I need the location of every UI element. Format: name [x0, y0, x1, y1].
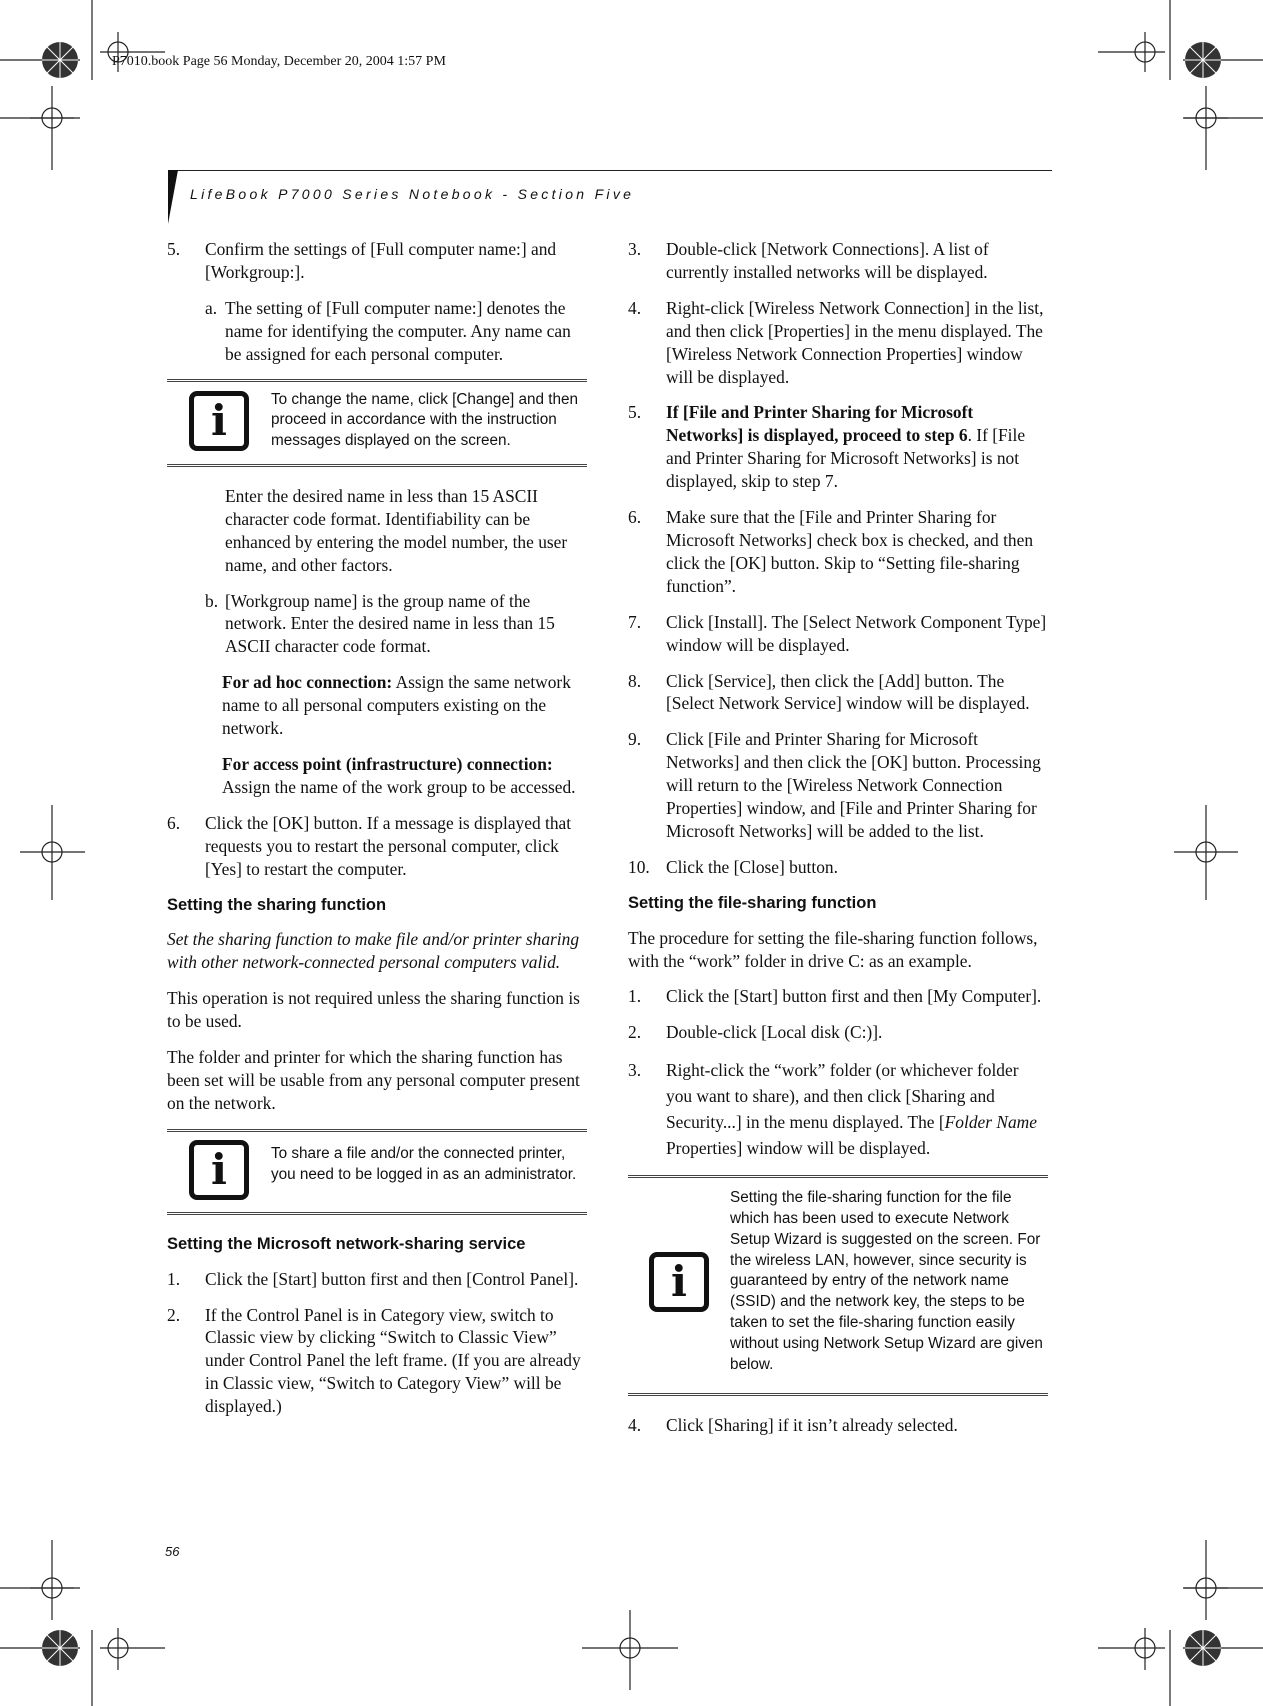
ms-step-1: 1. Click the [Start] button first and then [Control Panel].	[167, 1268, 579, 1289]
step-r7: 7. Click [Install]. The [Select Network Component Type] window will be displayed.	[628, 611, 1047, 655]
file-step-4: 4. Click [Sharing] if it isn’t already selected.	[628, 1415, 958, 1436]
left-column	[167, 238, 587, 1431]
note-text: To share a file and/or the connected printer, you need to be logged in as an administrator.	[271, 1144, 577, 1183]
file-step-1: 1. Click the [Start] button first and then [My Computer].	[628, 986, 1042, 1007]
paragraph-not-required: This operation is not required unless the sharing function is to be used.	[167, 988, 580, 1032]
file-step-2: 2. Double-click [Local disk (C:)].	[628, 1022, 883, 1043]
step-5: 5. Confirm the settings of [Full computer name:] and [Workgroup:].	[167, 239, 557, 282]
access-point-paragraph: For access point (infrastructure) connection: Assign the name of the work group to be accessed.	[222, 753, 576, 797]
step-r4: 4. Right-click [Wireless Network Connection] in the list, and then click [Properties] in the menu displayed. The [Wireless Network Connection Properties] window will be displayed.	[628, 297, 1044, 387]
step-r3: 3. Double-click [Network Connections]. A list of currently installed networks will be displayed.	[628, 239, 989, 282]
enter-name-paragraph: Enter the desired name in less than 15 ASCII character code format. Identifiability can be enhanced by entering the model number, the user name, and other factors.	[225, 485, 568, 575]
file-sharing-intro: The procedure for setting the file-sharing function follows, with the “work” folder in drive C: as an example.	[628, 927, 1038, 971]
note-text: To change the name, click [Change] and then proceed in accordance with the instruction messages displayed on the screen.	[271, 390, 578, 450]
heading-sharing-function: Setting the sharing function	[167, 895, 387, 914]
header-rule	[168, 170, 1052, 171]
step-5a: a. The setting of [Full computer name:] denotes the name for identifying the computer. Any name can be assigned for each personal computer.	[205, 297, 571, 364]
italic-intro: Set the sharing function to make file and/or printer sharing with other network-connected personal computers valid.	[167, 929, 580, 973]
info-icon: i	[189, 1140, 249, 1200]
step-r8: 8. Click [Service], then click the [Add] button. The [Select Network Service] window will be displayed.	[628, 670, 1030, 714]
note-text: Setting the file-sharing function for the file which has been used to execute Network Setup Wizard is suggested on the screen. For the wireless LAN, however, since security is guaranteed by entry of the network name (SSID) and the network key, the steps to be taken to set the file-sharing function easily without using Network Setup Wizard are given below.	[730, 1189, 1043, 1373]
step-r5: 5. If [File and Printer Sharing for Microsoft Networks] is displayed, proceed to step 6. If [File and Printer Sharing for Microsoft Networks] is not displayed, skip to step 7.	[628, 402, 1026, 492]
info-icon: i	[649, 1252, 709, 1312]
right-column	[628, 238, 1048, 1450]
print-slug: P7010.book Page 56 Monday, December 20, 2004 1:57 PM	[112, 54, 446, 69]
step-r9: 9. Click [File and Printer Sharing for Microsoft Networks] and then click the [OK] button. Processing will return to the [Wireless Network Connection Properties] window, and [File and Printer Sharing for Microsoft Networks] will be added to the list.	[628, 729, 1041, 841]
adhoc-paragraph: For ad hoc connection: Assign the same network name to all personal computers existing on the network.	[222, 672, 571, 739]
file-step-3: 3. Right-click the “work” folder (or whichever folder you want to share), and then click [Sharing and Security...] in the menu displayed. The [Folder Name Properties] window will be displayed.	[628, 1060, 1037, 1159]
info-icon: i	[189, 391, 249, 451]
page-number: 56	[165, 1544, 180, 1559]
heading-file-sharing: Setting the file-sharing function	[628, 893, 877, 912]
ms-step-2: 2. If the Control Panel is in Category view, switch to Classic view by clicking “Switch to Classic View” under Control Panel the left frame. (If you are already in Classic view, “Switch to Category View” will be displayed.)	[167, 1304, 581, 1417]
step-5b: b. [Workgroup name] is the group name of the network. Enter the desired name in less than 15 ASCII character code format.	[205, 590, 555, 657]
step-r10: 10. Click the [Close] button.	[628, 856, 838, 877]
info-note-administrator	[167, 1129, 587, 1215]
info-note-wizard	[628, 1175, 1048, 1396]
info-note-change-name	[167, 379, 587, 467]
step-6: 6. Click the [OK] button. If a message is displayed that requests you to restart the personal computer, click [Yes] to restart the computer.	[167, 812, 572, 879]
step-r6: 6. Make sure that the [File and Printer Sharing for Microsoft Networks] check box is checked, and then click the [OK] button. Skip to “Setting file-sharing function”.	[628, 507, 1034, 596]
header-tab-marker	[168, 170, 178, 224]
paragraph-folder-printer: The folder and printer for which the sharing function has been set will be usable from any personal computer present on the network.	[167, 1047, 580, 1113]
heading-microsoft-sharing: Setting the Microsoft network-sharing service	[167, 1234, 526, 1253]
running-header: LifeBook P7000 Series Notebook - Section Five	[190, 186, 635, 202]
